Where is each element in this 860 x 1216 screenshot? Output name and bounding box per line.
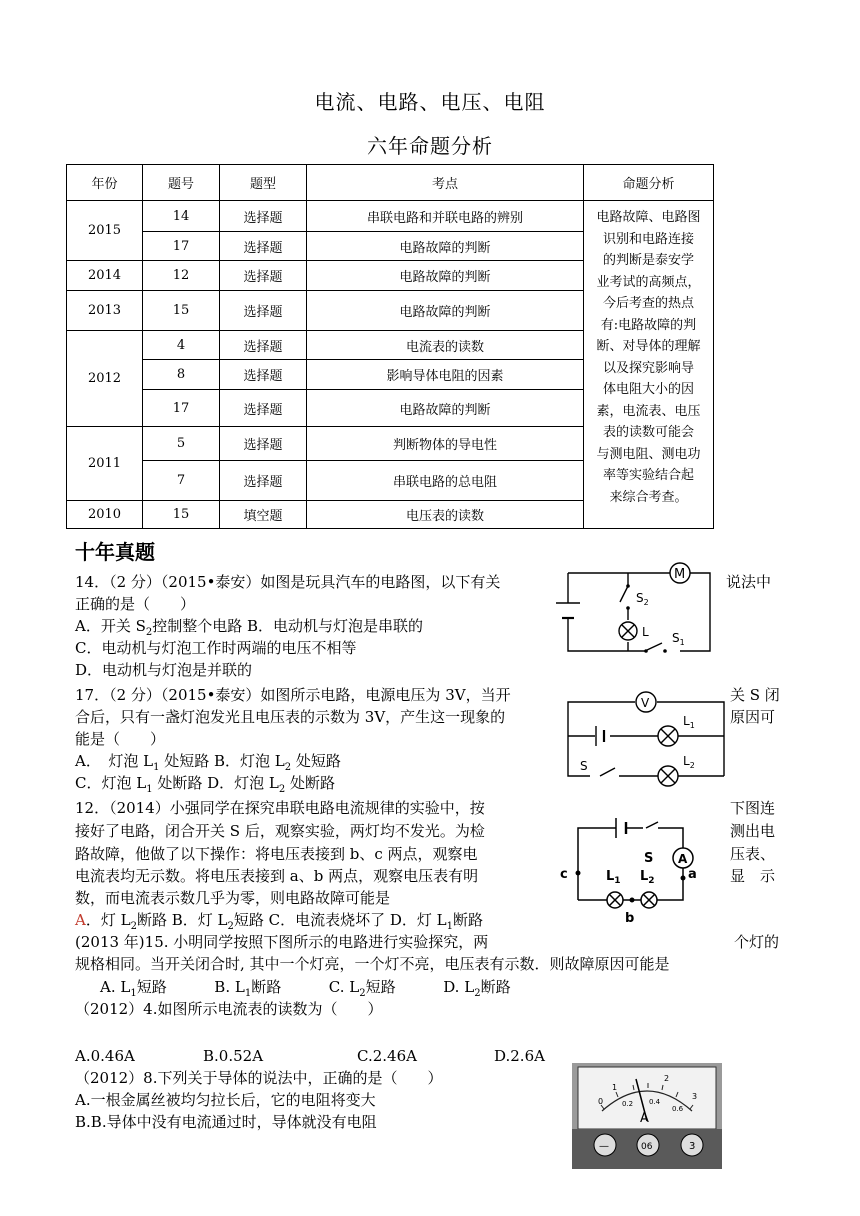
ammeter-label: A <box>678 852 688 866</box>
lamp-l2-label: $L_2$ <box>683 754 695 770</box>
cell-number: 7 <box>143 461 220 501</box>
motor-label: M <box>674 567 686 582</box>
cell-year: 2013 <box>67 291 143 331</box>
unit-label: A <box>640 1111 649 1126</box>
q14-circuit-diagram <box>548 558 726 662</box>
cell-type: 填空题 <box>220 501 307 529</box>
analysis-line: 表的读数可能会 <box>602 425 694 440</box>
q4-option-a: A.0.46A <box>75 1047 135 1065</box>
cell-point: 电流表的读数 <box>307 331 584 360</box>
switch-s1-label: $S_1$ <box>672 631 685 647</box>
analysis-line: 来综合考查。 <box>609 489 688 505</box>
q12-line3-tail: 压表、 <box>730 845 776 863</box>
cell-point: 串联电路的总电阻 <box>307 461 584 501</box>
page-subtitle: 六年命题分析 <box>367 134 493 158</box>
cell-type: 选择题 <box>220 291 307 331</box>
terminal-minus: — <box>599 1141 609 1152</box>
analysis-line: 今后考查的热点 <box>602 296 694 311</box>
cell-year: 2014 <box>67 261 143 291</box>
scale-0: 0 <box>598 1097 604 1106</box>
q12-line4-tail: 显 示 <box>730 867 776 885</box>
q14-line1-tail: 说法中 <box>726 573 772 591</box>
cell-number: 4 <box>143 331 220 360</box>
point-a-label: a <box>688 867 697 882</box>
q15-line1-tail: 个灯的 <box>734 933 780 951</box>
q4-option-c: C.2.46A <box>357 1047 417 1065</box>
analysis-line: 率等实验结合起 <box>602 468 694 483</box>
cell-point: 电压表的读数 <box>307 501 584 529</box>
analysis-cell <box>584 201 714 529</box>
lamp-l1-label: $L_1$ <box>606 869 621 886</box>
q4-option-b: B.0.52A <box>203 1047 264 1065</box>
q12-line2: 接好了电路，闭合开关 S 后，观察实验，两灯均不发光。为检 <box>75 822 485 840</box>
cell-number: 12 <box>143 261 220 291</box>
cell-number: 17 <box>143 390 220 427</box>
switch-s2-label: $S_2$ <box>636 591 649 607</box>
analysis-line: 电路故障、电路图 <box>596 210 701 225</box>
cell-point: 串联电路和并联电路的辨别 <box>307 201 584 232</box>
analysis-line: 体电阻大小的因 <box>602 382 694 397</box>
header-type: 题型 <box>220 165 307 201</box>
q17-line1-tail: 关 S 闭 <box>730 686 780 704</box>
cell-type: 选择题 <box>220 427 307 461</box>
analysis-table <box>66 164 714 529</box>
voltmeter-label: V <box>641 696 650 710</box>
q17-line2-tail: 原因可 <box>730 708 776 726</box>
q14-line2: 正确的是（ ） <box>75 595 196 613</box>
scale-2: 2 <box>664 1074 670 1083</box>
cell-type: 选择题 <box>220 390 307 427</box>
analysis-line: 以及探究影响导 <box>602 360 694 376</box>
cell-point: 电路故障的判断 <box>307 390 584 427</box>
analysis-line: 素，电流表、电压 <box>596 403 701 419</box>
switch-label: S <box>644 851 654 866</box>
q8-option-a: A.一根金属丝被均匀拉长后，它的电阻将变大 <box>75 1091 376 1109</box>
header-analysis: 命题分析 <box>584 165 714 201</box>
switch-label: S <box>580 759 588 773</box>
q17-option-ab: A． 灯泡 $L_1$ 处短路 B．灯泡 $L_2$ 处短路 <box>75 752 341 773</box>
table-row <box>67 201 714 232</box>
cell-number: 5 <box>143 427 220 461</box>
cell-type: 选择题 <box>220 261 307 291</box>
q12-line1: 12．（2014）小强同学在探究串联电路电流规律的实验中，按 <box>75 799 485 817</box>
header-number: 题号 <box>143 165 220 201</box>
lamp-l1-label: $L_1$ <box>683 714 695 730</box>
q14-option-d: D．电动机与灯泡是并联的 <box>75 661 253 679</box>
q4-option-d: D.2.6A <box>494 1047 545 1065</box>
analysis-line: 的判断是泰安学 <box>602 253 694 268</box>
q17-circuit-diagram <box>560 684 730 790</box>
q14-option-ab: A．开关 $S_2$控制整个电路 B．电动机与灯泡是串联的 <box>75 617 424 638</box>
cell-year: 2010 <box>67 501 143 529</box>
point-c-label: c <box>560 867 568 882</box>
cell-type: 选择题 <box>220 461 307 501</box>
q12-line4: 电流表均无示数。将电压表接到 a、b 两点，观察电压表有明 <box>75 867 479 885</box>
q17-line2: 合后，只有一盏灯泡发光且电压表的示数为 3V，产生这一现象的 <box>75 708 506 726</box>
cell-number: 14 <box>143 201 220 232</box>
q12-line3: 路故障，他做了以下操作：将电压表接到 b、c 两点，观察电 <box>75 845 478 863</box>
cell-number: 15 <box>143 291 220 331</box>
cell-point: 判断物体的导电性 <box>307 427 584 461</box>
q8-line1: （2012）8.下列关于导体的说法中，正确的是（ ） <box>75 1069 443 1087</box>
q12-circuit-diagram <box>558 816 718 926</box>
cell-type: 选择题 <box>220 331 307 360</box>
q15-line1: (2013 年)15. 小明同学按照下图所示的电路进行实验探究，两 <box>75 933 489 951</box>
cell-type: 选择题 <box>220 201 307 232</box>
header-year: 年份 <box>67 165 143 201</box>
page-title: 电流、电路、电压、电阻 <box>314 90 546 114</box>
ammeter-photo <box>572 1063 722 1169</box>
terminal-3: 3 <box>689 1141 696 1152</box>
analysis-line: 识别和电路连接 <box>602 231 694 247</box>
q14-line1: 14．（2 分）（2015•泰安）如图是玩具汽车的电路图，以下有关 <box>75 573 501 591</box>
point-b-label: b <box>625 911 635 926</box>
cell-point: 电路故障的判断 <box>307 261 584 291</box>
table-header-row <box>67 165 714 201</box>
cell-year: 2012 <box>67 331 143 427</box>
cell-type: 选择题 <box>220 360 307 390</box>
q12-line5: 数，而电流表示数几乎为零，则电路故障可能是 <box>75 889 391 907</box>
q4-line1: （2012）4.如图所示电流表的读数为（ ） <box>75 1000 383 1018</box>
section-title: 十年真题 <box>75 540 155 564</box>
scale-0-4: 0.4 <box>649 1098 661 1106</box>
analysis-line: 业考试的高频点， <box>596 274 701 290</box>
cell-point: 电路故障的判断 <box>307 291 584 331</box>
scale-1: 1 <box>612 1083 618 1092</box>
scale-0-2: 0.2 <box>622 1100 634 1108</box>
cell-year: 2015 <box>67 201 143 261</box>
q15-options: A. $L_1$短路 B. $L_1$断路 C. $L_2$短路 D. $L_2$断路 <box>100 978 511 999</box>
analysis-line: 有:电路故障的判 <box>600 317 697 333</box>
q17-line3: 能是（ ） <box>75 730 166 748</box>
q8-option-b: B.B.导体中没有电流通过时，导体就没有电阻 <box>75 1113 377 1131</box>
cell-number: 8 <box>143 360 220 390</box>
cell-type: 选择题 <box>220 232 307 261</box>
scale-3: 3 <box>692 1092 698 1101</box>
cell-number: 15 <box>143 501 220 529</box>
q12-line1-tail: 下图连 <box>730 799 776 817</box>
q12-options: A．灯 $L_2$断路 B．灯 $L_2$短路 C．电流表烧坏了 D．灯 $L_1$断路 <box>75 911 484 932</box>
q17-line1: 17．（2 分）（2015•泰安）如图所示电路，电源电压为 3V，当开 <box>75 686 511 704</box>
scale-0-6: 0.6 <box>672 1105 684 1113</box>
lamp-l2-label: $L_2$ <box>640 869 655 886</box>
analysis-line: 断、对导体的理解 <box>596 339 701 354</box>
q12-line2-tail: 测出电 <box>730 822 776 840</box>
cell-point: 电路故障的判断 <box>307 232 584 261</box>
q17-option-cd: C．灯泡 $L_1$ 处断路 D．灯泡 $L_2$ 处断路 <box>75 774 336 795</box>
q15-line2: 规格相同。当开关闭合时, 其中一个灯亮，一个灯不亮，电压表有示数．则故障原因可能是 <box>75 955 670 973</box>
cell-year: 2011 <box>67 427 143 501</box>
q14-option-c: C．电动机与灯泡工作时两端的电压不相等 <box>75 639 357 657</box>
cell-number: 17 <box>143 232 220 261</box>
lamp-label: L <box>642 625 649 639</box>
cell-point: 影响导体电阻的因素 <box>307 360 584 390</box>
header-point: 考点 <box>307 165 584 201</box>
analysis-line: 与测电阻、测电功 <box>596 446 701 462</box>
terminal-0-6: 06 <box>641 1142 653 1152</box>
